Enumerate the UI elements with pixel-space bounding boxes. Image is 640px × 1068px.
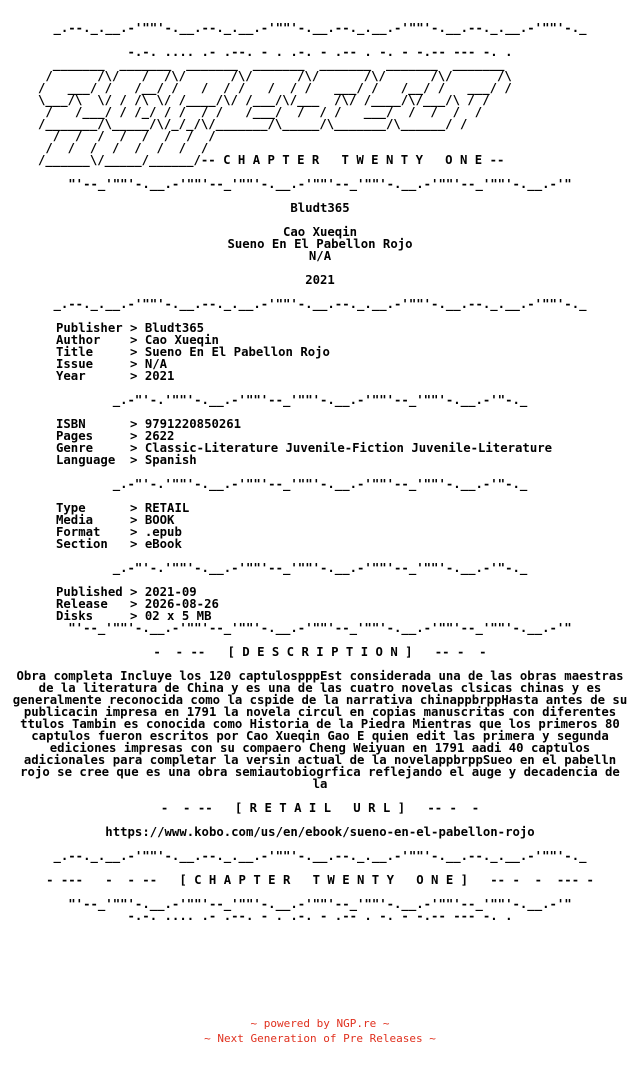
info-value: Spanish: [144, 453, 197, 467]
info-value: Sueno En El Pabellon Rojo: [144, 345, 330, 359]
chapter-banner: - --- - - -- [ C H A P T E R T W E N T Y O N E ] -- - - --- -: [46, 873, 594, 887]
info-block-details: [0, 418, 640, 466]
info-block-format: [0, 502, 640, 550]
logo-line: \___/\ \/ / /\ \/ /____/\/ /___/\/___ /\/ /____/\/___/\ / /: [38, 93, 490, 107]
info-key: Year >: [56, 369, 145, 383]
retail-url-heading: - - -- [ R E T A I L U R L ] -- - -: [160, 801, 480, 815]
wave-separator: _.-"'-.'""'-.__.-'""'--_'""'-.__.-'""'--_'""'-.__.-'"-._: [112, 393, 528, 407]
info-value: 2021-09: [144, 585, 197, 599]
info-key: Language >: [56, 453, 145, 467]
info-key: Type >: [56, 501, 145, 515]
info-key: Issue >: [56, 357, 145, 371]
info-key: Media >: [56, 513, 145, 527]
wave-separator: _.--._.__.-'""'-.__.--._.__.-'""'-.__.--._.__.-'""'-.__.--._.__.-'""'-._: [53, 849, 587, 863]
wave-separator: _.--._.__.-'""'-.__.--._.__.-'""'-.__.--._.__.-'""'-.__.--._.__.-'""'-._: [53, 21, 587, 35]
footer-tagline: ~ Next Generation of Pre Releases ~: [204, 1032, 436, 1045]
group-name: Bludt365: [290, 201, 350, 215]
info-key: ISBN >: [56, 417, 145, 431]
info-value: N/A: [144, 357, 168, 371]
logo-line: / ___/ / /__/ / / / / / / / ___/ / /__/ / ___/ /: [38, 81, 512, 95]
logo-line: / / / / / / / /: [38, 129, 216, 143]
info-key: Title >: [56, 345, 145, 359]
wave-separator: "'--_'""'-.__.-'""'--_'""'-.__.-'""'--_'""'-.__.-'""'--_'""'-.__.-'": [68, 621, 572, 635]
issue: N/A: [308, 249, 332, 263]
info-value: .epub: [144, 525, 182, 539]
info-row: [0, 370, 640, 382]
wave-separator: _.-"'-.'""'-.__.-'""'--_'""'-.__.-'""'--_'""'-.__.-'"-._: [112, 561, 528, 575]
info-key: Publisher >: [56, 321, 145, 335]
nfo-document: [0, 22, 640, 922]
info-value: 2622: [144, 429, 175, 443]
info-value: 2026-08-26: [144, 597, 219, 611]
logo-line-end: /______\/_____/______/: [38, 153, 201, 167]
logo-line: /_______/\_____/\/_/_/\/_______/\_____/\_______/\______/ /: [38, 117, 468, 131]
info-key: Section >: [56, 537, 145, 551]
wave-separator: _.-"'-.'""'-.__.-'""'--_'""'-.__.-'""'--_'""'-.__.-'"-._: [112, 477, 528, 491]
info-key: Author >: [56, 333, 145, 347]
info-key: Disks >: [56, 609, 145, 623]
info-key: Release >: [56, 597, 145, 611]
info-value: RETAIL: [144, 501, 190, 515]
info-key: Genre >: [56, 441, 145, 455]
logo-line: / /\/ / /\/ /\/ /\/ /\/ /\/ /\: [38, 69, 512, 83]
description-text: Obra completa Incluye los 120 captulospppEst considerada una de las obras maestras de la literatura de China y es una de las cuatro novelas clsicas chinas y es generalmente reconocida como la cspide de la narrativa chinappbrppHasta antes de su publicacin impresa en 1791 la novela circul en copias manuscritas con diferentes ttulos Tambin es conocida como Historia de la Piedra Mientras que los primeros 80 captulos fueron escritos por Cao Xueqin Gao E quien edit las primera y segunda ediciones impresas con su compaero Cheng Weiyuan en 1791 aadi 40 captulos adicionales para completar la versin actual de la novelappbrppSueo en el pabelln rojo se cree que es una obra semiautobiogrfica reflejando el auge y decadencia de la: [12, 669, 628, 791]
wave-separator: "'--_'""'-.__.-'""'--_'""'-.__.-'""'--_'""'-.__.-'""'--_'""'-.__.-'": [68, 177, 572, 191]
info-block-release: [0, 586, 640, 622]
footer: [0, 1016, 640, 1046]
info-value: Classic-Literature Juvenile-Fiction Juvenile-Literature: [144, 441, 553, 455]
logo-line: / / / / / / / /: [38, 141, 209, 155]
retail-url-link[interactable]: https://www.kobo.com/us/en/ebook/sueno-en-el-pabellon-rojo: [105, 825, 535, 839]
info-value: 9791220850261: [144, 417, 242, 431]
morse-line: -.-. .... .- .--. - . .-. - .-- . -. - -.-- --- -. .: [127, 909, 513, 923]
description-heading: - - -- [ D E S C R I P T I O N ] -- - -: [153, 645, 487, 659]
info-block-publication: [0, 322, 640, 382]
chapter-tag: -- C H A P T E R T W E N T Y O N E --: [200, 153, 505, 167]
logo-line: / /___/ / /_/ / / / / /___/ / / / ___/ / / / /: [38, 105, 483, 119]
info-value: Cao Xueqin: [144, 333, 219, 347]
morse-line: -.-. .... .- .--. - . .-. - .-- . -. - -.-- --- -. .: [127, 45, 513, 59]
author: Cao Xueqin: [282, 225, 358, 239]
info-value: 2021: [144, 369, 175, 383]
info-row: [0, 454, 640, 466]
ascii-logo: [0, 58, 640, 166]
info-value: BOOK: [144, 513, 175, 527]
info-value: Bludt365: [144, 321, 205, 335]
year: 2021: [305, 273, 335, 287]
info-key: Pages >: [56, 429, 145, 443]
wave-separator: _.--._.__.-'""'-.__.--._.__.-'""'-.__.--._.__.-'""'-.__.--._.__.-'""'-._: [53, 297, 587, 311]
wave-separator: "'--_'""'-.__.-'""'--_'""'-.__.-'""'--_'""'-.__.-'""'--_'""'-.__.-'": [68, 897, 572, 911]
info-row: [0, 538, 640, 550]
info-value: 02 x 5 MB: [144, 609, 212, 623]
book-title: Sueno En El Pabellon Rojo: [227, 237, 413, 251]
logo-line: _______ _______ _______ _______ _______ _______ _______: [38, 57, 505, 71]
info-key: Format >: [56, 525, 145, 539]
info-key: Published >: [56, 585, 145, 599]
info-value: eBook: [144, 537, 182, 551]
footer-powered-by[interactable]: ~ powered by NGP.re ~: [250, 1017, 390, 1030]
logo-line: [0, 154, 640, 166]
